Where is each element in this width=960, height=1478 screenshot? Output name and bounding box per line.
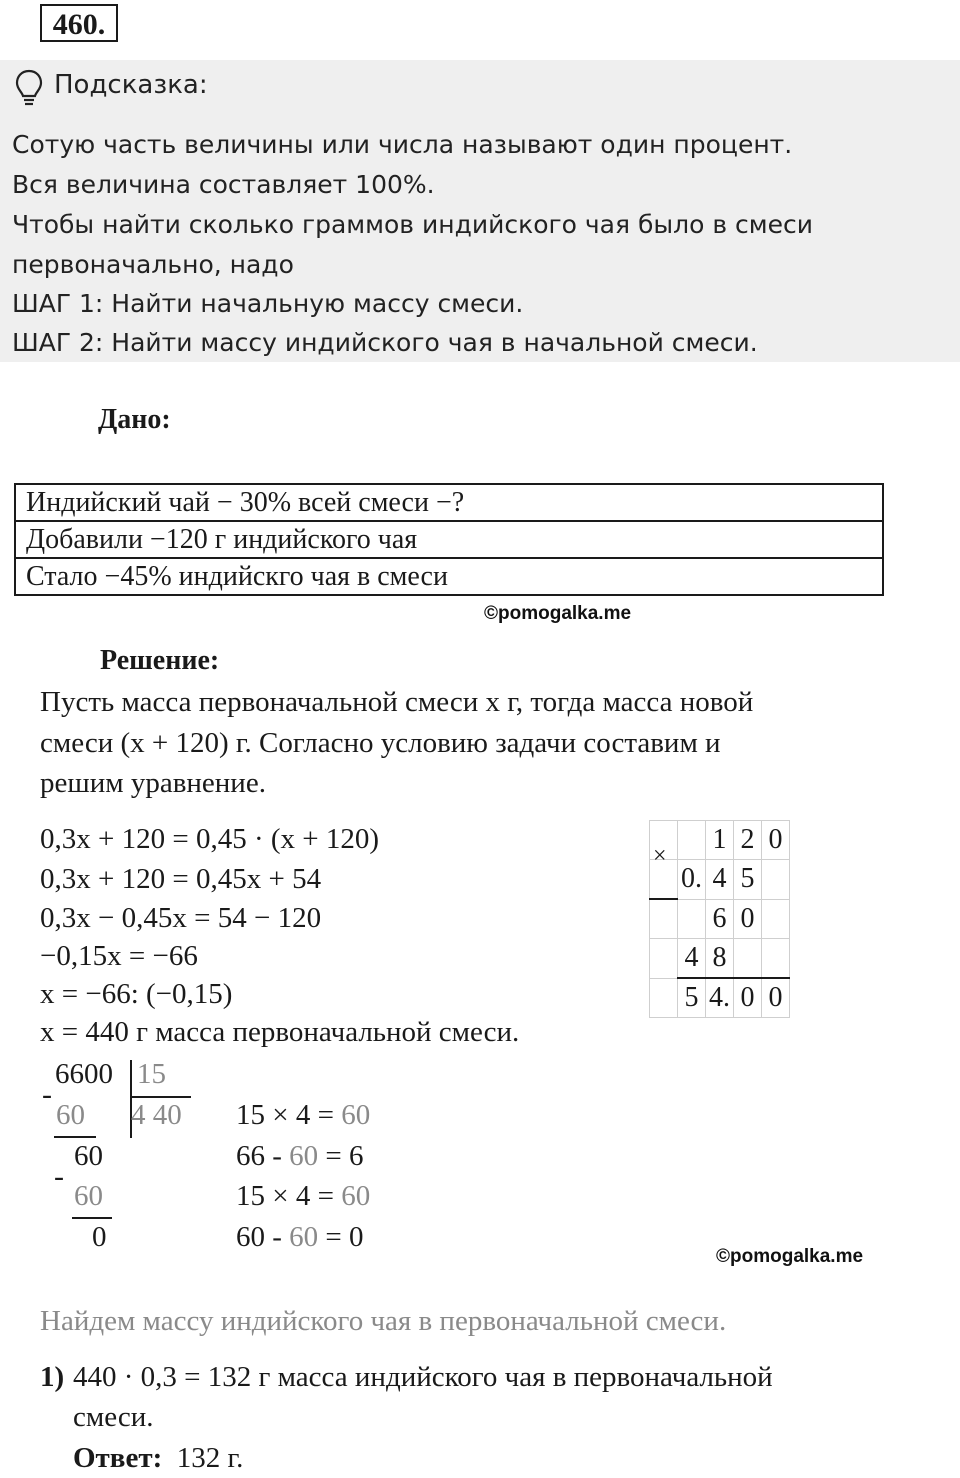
mult-cell: 2 xyxy=(734,821,762,860)
multiply-sign: × xyxy=(653,843,667,869)
hint-line: Вся величина составляет 100%. xyxy=(12,170,435,199)
division-note xyxy=(236,1140,364,1173)
mult-cell: 4. xyxy=(706,978,734,1018)
hint-step-1 xyxy=(12,289,523,318)
mult-cell: 0 xyxy=(734,899,762,939)
mult-cell: 6 xyxy=(706,899,734,939)
mult-cell: 0 xyxy=(762,978,790,1018)
mult-cell: 5 xyxy=(734,860,762,900)
mult-cell: 4 xyxy=(706,860,734,900)
hint-line: Чтобы найти сколько граммов индийского чая было в смеси xyxy=(12,210,813,239)
given-row xyxy=(15,484,883,521)
solution-label: Решение: xyxy=(100,645,220,676)
hint-line: Сотую часть величины или числа называют один процент. xyxy=(12,130,793,159)
given-row xyxy=(15,521,883,558)
division-note xyxy=(236,1099,370,1132)
division-underline xyxy=(72,1217,112,1219)
step-2-label: ШАГ 2: xyxy=(12,328,104,357)
given-cell: Индийский чай − 30% всей смеси −? xyxy=(15,484,883,521)
lightbulb-icon xyxy=(14,68,44,108)
quotient: 4 40 xyxy=(131,1099,182,1131)
division-step: 60 xyxy=(74,1140,103,1172)
note-gray: 60 xyxy=(341,1099,371,1131)
dividend: 6600 xyxy=(55,1058,113,1090)
step-2-text: Найти массу индийского чая в начальной смеси. xyxy=(103,328,758,357)
step-line: 440 · 0,3 = 132 г масса индийского чая в первоначальной xyxy=(73,1361,773,1393)
solution-paragraph-line: Пусть масса первоначальной смеси x г, тогда масса новой xyxy=(40,686,754,718)
division-step: 0 xyxy=(92,1221,107,1253)
mult-cell: 0 xyxy=(734,978,762,1018)
note-text: 15 × 4 = xyxy=(236,1099,342,1131)
given-label: Дано: xyxy=(98,404,171,435)
equation-line: 0,3x − 0,45x = 54 − 120 xyxy=(40,902,322,934)
answer-label: Ответ: xyxy=(73,1442,163,1474)
solution-paragraph-line: решим уравнение. xyxy=(40,767,266,799)
note-gray: 60 xyxy=(341,1180,371,1212)
mult-cell: 1 xyxy=(706,821,734,860)
problem-number: 460. xyxy=(40,4,118,42)
mult-cell xyxy=(650,899,678,939)
hint-line: первоначально, надо xyxy=(12,250,294,279)
watermark: ©pomogalka.me xyxy=(716,1246,864,1267)
mult-cell xyxy=(678,899,706,939)
divisor-underline xyxy=(131,1096,191,1098)
note-text: 15 × 4 = xyxy=(236,1180,342,1212)
hint-box xyxy=(0,60,960,362)
mult-cell xyxy=(650,939,678,979)
division-note xyxy=(236,1221,364,1254)
mult-cell xyxy=(650,978,678,1018)
given-cell: Добавили −120 г индийского чая xyxy=(15,521,883,558)
note-text: = 0 xyxy=(318,1221,364,1253)
mult-cell: 5 xyxy=(678,978,706,1018)
minus-sign: - xyxy=(54,1160,64,1193)
mult-cell xyxy=(762,860,790,900)
equation-line: 0,3x + 120 = 0,45 · (x + 120) xyxy=(40,823,380,855)
hint-title: Подсказка: xyxy=(54,70,208,100)
step-number: 1) xyxy=(40,1361,65,1393)
mult-cell: 4 xyxy=(678,939,706,979)
note-text: 66 - xyxy=(236,1140,290,1172)
answer-value: 132 г. xyxy=(176,1442,244,1474)
mult-cell xyxy=(734,939,762,979)
mult-cell: 0 xyxy=(762,821,790,860)
answer xyxy=(73,1442,243,1475)
equation-line: x = −66: (−0,15) xyxy=(40,978,233,1010)
given-table xyxy=(14,483,884,596)
step-1-text: Найти начальную массу смеси. xyxy=(103,289,524,318)
divisor: 15 xyxy=(137,1058,166,1090)
equation-line: −0,15x = −66 xyxy=(40,940,198,972)
division-step: 60 xyxy=(74,1180,103,1212)
division-step: 60 xyxy=(56,1099,85,1131)
watermark: ©pomogalka.me xyxy=(484,603,632,624)
solution-paragraph-line: смеси (x + 120) г. Согласно условию задачи составим и xyxy=(40,727,721,759)
given-row xyxy=(15,558,883,595)
step-1-label: ШАГ 1: xyxy=(12,289,104,318)
step-line: смеси. xyxy=(73,1401,154,1433)
note-gray: 60 xyxy=(289,1221,319,1253)
note-gray: 60 xyxy=(289,1140,319,1172)
mult-cell xyxy=(678,821,706,860)
equation-line: x = 440 г масса первоначальной смеси. xyxy=(40,1016,520,1048)
given-cell: Стало −45% индийскго чая в смеси xyxy=(15,558,883,595)
division-underline xyxy=(54,1136,96,1138)
mult-cell: 0. xyxy=(678,860,706,900)
minus-sign: - xyxy=(42,1078,52,1111)
hint-step-2 xyxy=(12,328,758,357)
note-text: = 6 xyxy=(318,1140,364,1172)
note-text: 60 - xyxy=(236,1221,290,1253)
division-note xyxy=(236,1180,370,1213)
mult-cell xyxy=(762,899,790,939)
find-text: Найдем массу индийского чая в первоначальной смеси. xyxy=(40,1305,727,1337)
multiplication-grid xyxy=(649,820,790,1018)
equation-line: 0,3x + 120 = 0,45x + 54 xyxy=(40,863,322,895)
mult-cell: 8 xyxy=(706,939,734,979)
mult-cell xyxy=(762,939,790,979)
